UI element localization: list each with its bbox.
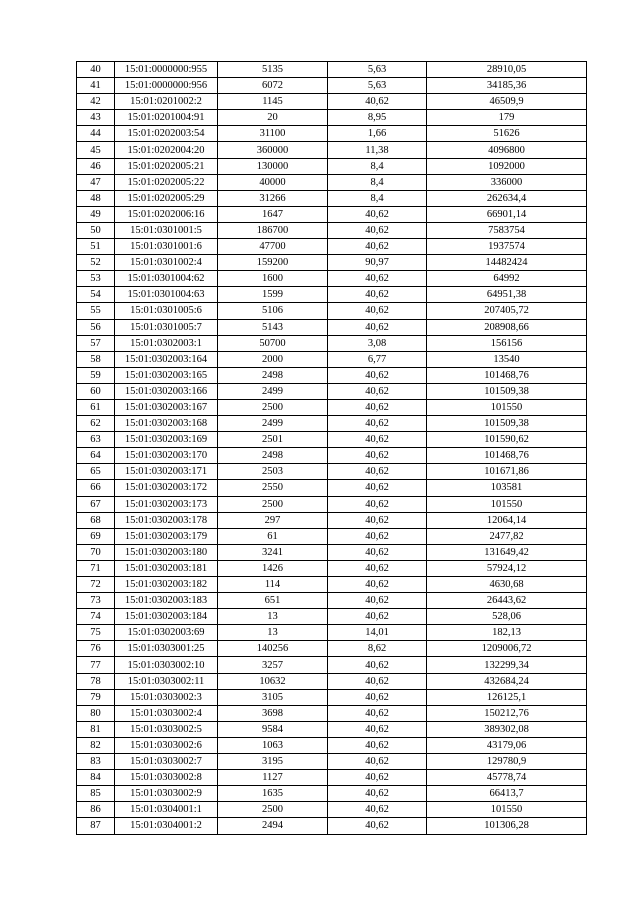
value-cell: 26443,62 [427,593,587,609]
rate-cell: 40,62 [328,689,427,705]
value-cell: 14482424 [427,255,587,271]
table-row [77,335,587,351]
rate-cell: 40,62 [328,754,427,770]
value-cell: 43179,06 [427,737,587,753]
area-cell: 2550 [218,480,328,496]
value-cell: 336000 [427,174,587,190]
table-row [77,287,587,303]
value-cell: 208908,66 [427,319,587,335]
row-number-cell: 59 [77,367,115,383]
row-number-cell: 51 [77,239,115,255]
area-cell: 1145 [218,94,328,110]
value-cell: 66901,14 [427,206,587,222]
area-cell: 3241 [218,544,328,560]
table-row [77,721,587,737]
value-cell: 7583754 [427,222,587,238]
row-number-cell: 64 [77,448,115,464]
value-cell: 46509,9 [427,94,587,110]
cadastral-number-cell: 15:01:0301001:6 [115,239,218,255]
table-row [77,367,587,383]
area-cell: 2500 [218,496,328,512]
rate-cell: 8,4 [328,190,427,206]
rate-cell: 40,62 [328,496,427,512]
rate-cell: 11,38 [328,142,427,158]
value-cell: 131649,42 [427,544,587,560]
cadastral-number-cell: 15:01:0303002:3 [115,689,218,705]
cadastral-number-cell: 15:01:0303002:4 [115,705,218,721]
row-number-cell: 48 [77,190,115,206]
table-row [77,818,587,834]
value-cell: 4096800 [427,142,587,158]
cadastral-number-cell: 15:01:0202003:54 [115,126,218,142]
table-row [77,689,587,705]
rate-cell: 40,62 [328,673,427,689]
table-row [77,802,587,818]
value-cell: 179 [427,110,587,126]
value-cell: 262634,4 [427,190,587,206]
rate-cell: 8,62 [328,641,427,657]
cadastral-number-cell: 15:01:0303002:8 [115,770,218,786]
table-row [77,528,587,544]
rate-cell: 40,62 [328,222,427,238]
row-number-cell: 68 [77,512,115,528]
row-number-cell: 45 [77,142,115,158]
table-row [77,158,587,174]
rate-cell: 8,4 [328,158,427,174]
area-cell: 61 [218,528,328,544]
table-row [77,110,587,126]
cadastral-number-cell: 15:01:0301002:4 [115,255,218,271]
table-row [77,593,587,609]
value-cell: 2477,82 [427,528,587,544]
value-cell: 4630,68 [427,577,587,593]
cadastral-number-cell: 15:01:0303002:6 [115,737,218,753]
value-cell: 103581 [427,480,587,496]
area-cell: 1635 [218,786,328,802]
value-cell: 66413,7 [427,786,587,802]
rate-cell: 40,62 [328,432,427,448]
table-row [77,399,587,415]
row-number-cell: 86 [77,802,115,818]
table-row [77,544,587,560]
row-number-cell: 71 [77,560,115,576]
area-cell: 5143 [218,319,328,335]
table-row [77,190,587,206]
area-cell: 31100 [218,126,328,142]
row-number-cell: 70 [77,544,115,560]
cadastral-number-cell: 15:01:0303002:10 [115,657,218,673]
cadastral-number-cell: 15:01:0302003:173 [115,496,218,512]
cadastral-number-cell: 15:01:0202005:22 [115,174,218,190]
table-row [77,464,587,480]
rate-cell: 40,62 [328,770,427,786]
value-cell: 101550 [427,399,587,415]
table-row [77,770,587,786]
rate-cell: 5,63 [328,78,427,94]
table-row [77,641,587,657]
cadastral-number-cell: 15:01:0304001:1 [115,802,218,818]
area-cell: 2500 [218,802,328,818]
row-number-cell: 75 [77,625,115,641]
table-row [77,448,587,464]
table-row [77,126,587,142]
rate-cell: 40,62 [328,657,427,673]
row-number-cell: 46 [77,158,115,174]
row-number-cell: 84 [77,770,115,786]
rate-cell: 40,62 [328,802,427,818]
rate-cell: 40,62 [328,206,427,222]
area-cell: 2498 [218,367,328,383]
rate-cell: 40,62 [328,94,427,110]
value-cell: 45778,74 [427,770,587,786]
area-cell: 2503 [218,464,328,480]
value-cell: 129780,9 [427,754,587,770]
cadastral-number-cell: 15:01:0303002:7 [115,754,218,770]
area-cell: 297 [218,512,328,528]
table-row [77,786,587,802]
table-row [77,78,587,94]
row-number-cell: 40 [77,62,115,78]
rate-cell: 40,62 [328,416,427,432]
area-cell: 360000 [218,142,328,158]
table-row [77,94,587,110]
rate-cell: 8,4 [328,174,427,190]
rate-cell: 40,62 [328,464,427,480]
table-row [77,737,587,753]
row-number-cell: 85 [77,786,115,802]
table-row [77,432,587,448]
value-cell: 1937574 [427,239,587,255]
cadastral-number-cell: 15:01:0301005:7 [115,319,218,335]
table-row [77,705,587,721]
rate-cell: 6,77 [328,351,427,367]
cadastral-number-cell: 15:01:0302003:167 [115,399,218,415]
area-cell: 2501 [218,432,328,448]
cadastral-number-cell: 15:01:0302003:69 [115,625,218,641]
area-cell: 114 [218,577,328,593]
table-row [77,271,587,287]
area-cell: 651 [218,593,328,609]
area-cell: 130000 [218,158,328,174]
table-row [77,673,587,689]
value-cell: 156156 [427,335,587,351]
cadastral-number-cell: 15:01:0201002:2 [115,94,218,110]
cadastral-number-cell: 15:01:0301004:62 [115,271,218,287]
area-cell: 47700 [218,239,328,255]
cadastral-number-cell: 15:01:0202005:21 [115,158,218,174]
rate-cell: 40,62 [328,383,427,399]
cadastral-number-cell: 15:01:0303002:9 [115,786,218,802]
row-number-cell: 63 [77,432,115,448]
cadastral-number-cell: 15:01:0302003:178 [115,512,218,528]
row-number-cell: 53 [77,271,115,287]
cadastral-number-cell: 15:01:0302003:180 [115,544,218,560]
rate-cell: 40,62 [328,512,427,528]
rate-cell: 40,62 [328,737,427,753]
row-number-cell: 61 [77,399,115,415]
value-cell: 528,06 [427,609,587,625]
rate-cell: 40,62 [328,271,427,287]
table-row [77,206,587,222]
value-cell: 101468,76 [427,367,587,383]
value-cell: 132299,34 [427,657,587,673]
table-row [77,625,587,641]
row-number-cell: 42 [77,94,115,110]
rate-cell: 3,08 [328,335,427,351]
cadastral-number-cell: 15:01:0302003:184 [115,609,218,625]
cadastral-number-cell: 15:01:0302003:164 [115,351,218,367]
rate-cell: 40,62 [328,399,427,415]
row-number-cell: 55 [77,303,115,319]
row-number-cell: 54 [77,287,115,303]
table-row [77,142,587,158]
row-number-cell: 62 [77,416,115,432]
value-cell: 432684,24 [427,673,587,689]
rate-cell: 8,95 [328,110,427,126]
value-cell: 182,13 [427,625,587,641]
cadastral-number-cell: 15:01:0302003:181 [115,560,218,576]
cadastral-number-cell: 15:01:0301004:63 [115,287,218,303]
value-cell: 101590,62 [427,432,587,448]
area-cell: 1063 [218,737,328,753]
table-row [77,383,587,399]
area-cell: 140256 [218,641,328,657]
area-cell: 5106 [218,303,328,319]
cadastral-number-cell: 15:01:0302003:166 [115,383,218,399]
cadastral-number-cell: 15:01:0302003:1 [115,335,218,351]
cadastral-number-cell: 15:01:0302003:171 [115,464,218,480]
value-cell: 51626 [427,126,587,142]
area-cell: 1127 [218,770,328,786]
table-row [77,480,587,496]
rate-cell: 40,62 [328,786,427,802]
cadastral-number-cell: 15:01:0202006:16 [115,206,218,222]
area-cell: 2499 [218,416,328,432]
row-number-cell: 44 [77,126,115,142]
row-number-cell: 82 [77,737,115,753]
area-cell: 1426 [218,560,328,576]
area-cell: 5135 [218,62,328,78]
cadastral-number-cell: 15:01:0303001:25 [115,641,218,657]
cadastral-number-cell: 15:01:0301001:5 [115,222,218,238]
rate-cell: 40,62 [328,721,427,737]
row-number-cell: 50 [77,222,115,238]
value-cell: 1209006,72 [427,641,587,657]
value-cell: 150212,76 [427,705,587,721]
cadastral-number-cell: 15:01:0304001:2 [115,818,218,834]
cadastral-number-cell: 15:01:0000000:955 [115,62,218,78]
cadastral-number-cell: 15:01:0302003:183 [115,593,218,609]
table-row [77,62,587,78]
value-cell: 1092000 [427,158,587,174]
row-number-cell: 58 [77,351,115,367]
rate-cell: 1,66 [328,126,427,142]
row-number-cell: 81 [77,721,115,737]
area-cell: 6072 [218,78,328,94]
value-cell: 101671,86 [427,464,587,480]
rate-cell: 40,62 [328,560,427,576]
rate-cell: 90,97 [328,255,427,271]
row-number-cell: 67 [77,496,115,512]
area-cell: 186700 [218,222,328,238]
area-cell: 31266 [218,190,328,206]
area-cell: 2000 [218,351,328,367]
value-cell: 64992 [427,271,587,287]
area-cell: 13 [218,609,328,625]
area-cell: 3105 [218,689,328,705]
table-row [77,496,587,512]
rate-cell: 40,62 [328,367,427,383]
table-row [77,222,587,238]
area-cell: 13 [218,625,328,641]
table-body [77,62,587,835]
value-cell: 389302,08 [427,721,587,737]
table-row [77,239,587,255]
row-number-cell: 76 [77,641,115,657]
rate-cell: 40,62 [328,818,427,834]
row-number-cell: 73 [77,593,115,609]
cadastral-number-cell: 15:01:0302003:172 [115,480,218,496]
value-cell: 126125,1 [427,689,587,705]
row-number-cell: 57 [77,335,115,351]
row-number-cell: 74 [77,609,115,625]
table-row [77,319,587,335]
rate-cell: 40,62 [328,287,427,303]
area-cell: 2494 [218,818,328,834]
row-number-cell: 78 [77,673,115,689]
rate-cell: 14,01 [328,625,427,641]
rate-cell: 40,62 [328,544,427,560]
cadastral-number-cell: 15:01:0202005:29 [115,190,218,206]
area-cell: 1600 [218,271,328,287]
cadastral-number-cell: 15:01:0201004:91 [115,110,218,126]
row-number-cell: 77 [77,657,115,673]
cadastral-number-cell: 15:01:0302003:182 [115,577,218,593]
table-row [77,416,587,432]
area-cell: 3195 [218,754,328,770]
value-cell: 101550 [427,496,587,512]
area-cell: 1647 [218,206,328,222]
area-cell: 9584 [218,721,328,737]
land-plots-table [76,61,587,835]
row-number-cell: 52 [77,255,115,271]
value-cell: 13540 [427,351,587,367]
cadastral-number-cell: 15:01:0301005:6 [115,303,218,319]
rate-cell: 40,62 [328,577,427,593]
value-cell: 12064,14 [427,512,587,528]
table-row [77,609,587,625]
rate-cell: 40,62 [328,303,427,319]
row-number-cell: 43 [77,110,115,126]
table-row [77,255,587,271]
area-cell: 2499 [218,383,328,399]
rate-cell: 40,62 [328,609,427,625]
row-number-cell: 47 [77,174,115,190]
row-number-cell: 80 [77,705,115,721]
row-number-cell: 60 [77,383,115,399]
area-cell: 2500 [218,399,328,415]
area-cell: 50700 [218,335,328,351]
row-number-cell: 49 [77,206,115,222]
cadastral-number-cell: 15:01:0302003:168 [115,416,218,432]
area-cell: 2498 [218,448,328,464]
rate-cell: 5,63 [328,62,427,78]
rate-cell: 40,62 [328,448,427,464]
table-row [77,512,587,528]
value-cell: 207405,72 [427,303,587,319]
rate-cell: 40,62 [328,593,427,609]
cadastral-number-cell: 15:01:0302003:165 [115,367,218,383]
rate-cell: 40,62 [328,239,427,255]
cadastral-number-cell: 15:01:0303002:5 [115,721,218,737]
table-row [77,577,587,593]
rate-cell: 40,62 [328,528,427,544]
row-number-cell: 41 [77,78,115,94]
row-number-cell: 72 [77,577,115,593]
value-cell: 28910,05 [427,62,587,78]
cadastral-number-cell: 15:01:0302003:170 [115,448,218,464]
value-cell: 34185,36 [427,78,587,94]
rate-cell: 40,62 [328,480,427,496]
row-number-cell: 69 [77,528,115,544]
area-cell: 40000 [218,174,328,190]
rate-cell: 40,62 [328,705,427,721]
area-cell: 10632 [218,673,328,689]
cadastral-number-cell: 15:01:0302003:169 [115,432,218,448]
area-cell: 20 [218,110,328,126]
value-cell: 57924,12 [427,560,587,576]
row-number-cell: 66 [77,480,115,496]
area-cell: 159200 [218,255,328,271]
row-number-cell: 56 [77,319,115,335]
cadastral-number-cell: 15:01:0202004:20 [115,142,218,158]
value-cell: 101306,28 [427,818,587,834]
table-row [77,174,587,190]
rate-cell: 40,62 [328,319,427,335]
cadastral-number-cell: 15:01:0302003:179 [115,528,218,544]
row-number-cell: 65 [77,464,115,480]
area-cell: 1599 [218,287,328,303]
value-cell: 101550 [427,802,587,818]
table-row [77,303,587,319]
cadastral-number-cell: 15:01:0000000:956 [115,78,218,94]
row-number-cell: 87 [77,818,115,834]
table-row [77,560,587,576]
value-cell: 101468,76 [427,448,587,464]
row-number-cell: 83 [77,754,115,770]
area-cell: 3257 [218,657,328,673]
value-cell: 101509,38 [427,416,587,432]
table-row [77,754,587,770]
area-cell: 3698 [218,705,328,721]
value-cell: 64951,38 [427,287,587,303]
cadastral-number-cell: 15:01:0303002:11 [115,673,218,689]
value-cell: 101509,38 [427,383,587,399]
table-row [77,657,587,673]
table-row [77,351,587,367]
row-number-cell: 79 [77,689,115,705]
